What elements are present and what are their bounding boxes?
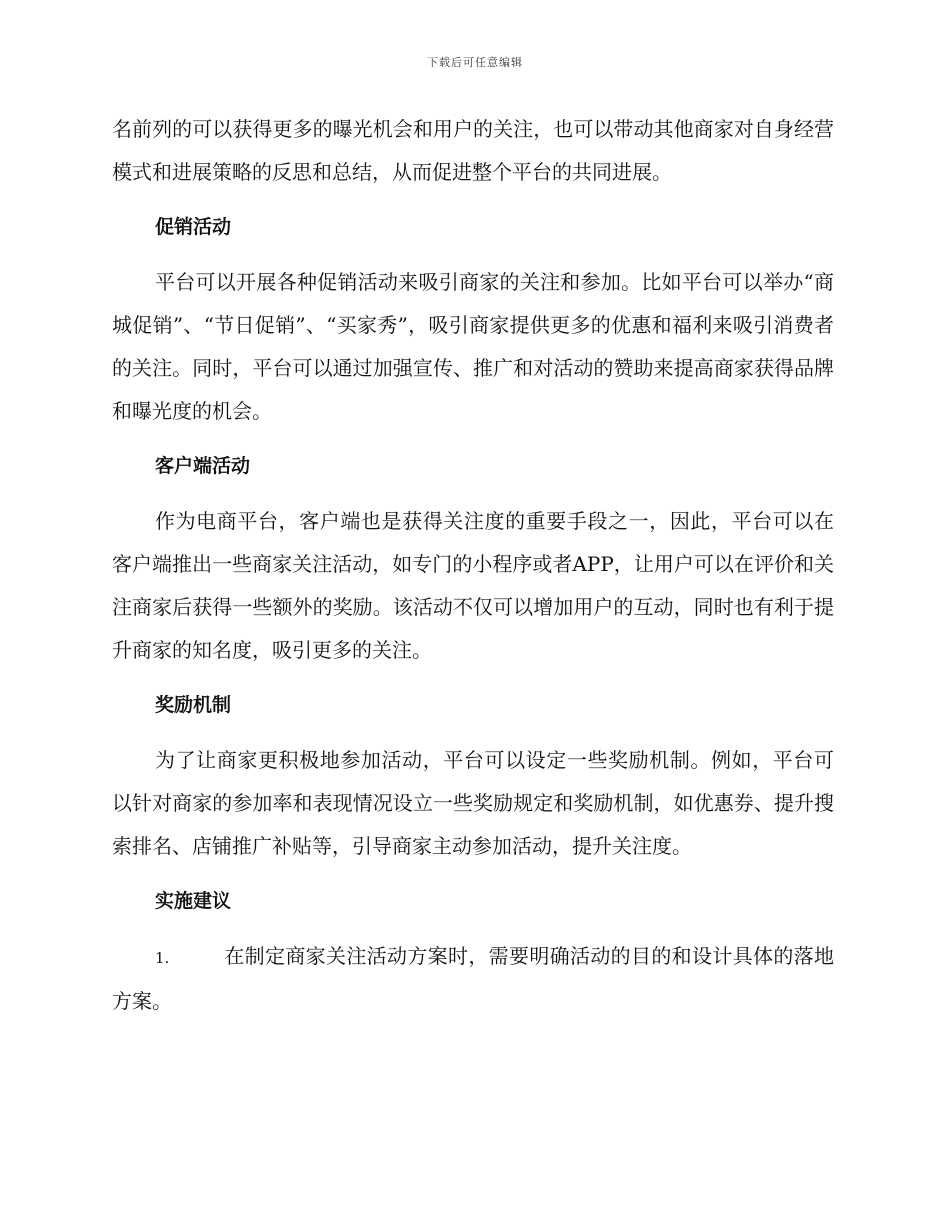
- section-heading-client-activities: 客户端活动: [155, 455, 251, 477]
- section-heading-reward-mechanism: 奖励机制: [155, 694, 232, 716]
- list-item: [112, 935, 834, 1023]
- paragraph-reward-mechanism: 为了让商家更积极地参加活动，平台可以设定一些奖励机制。例如，平台可以针对商家的参加率和表现情况设立一些奖励规定和奖励机制，如优惠券、提升搜索排名、店铺推广补贴等，引导商家主动参加活动，提升关注度。: [112, 748, 834, 858]
- list-item-number: 1.: [155, 949, 170, 967]
- paragraph-client-activities: 作为电商平台，客户端也是获得关注度的重要手段之一，因此，平台可以在客户端推出一些商家关注活动，如专门的小程序或者APP，让用户可以在评价和关注商家后获得一些额外的奖励。该活动不仅可以增加用户的互动，同时也有利于提升商家的知名度，吸引更多的关注。: [112, 509, 834, 662]
- paragraph-promotions: 平台可以开展各种促销活动来吸引商家的关注和参加。比如平台可以举办“商城促销”、“节日促销”、“买家秀”，吸引商家提供更多的优惠和福利来吸引消费者的关注。同时，平台可以通过加强宣传、推广和对活动的赞助来提高商家获得品牌和曝光度的机会。: [112, 270, 834, 423]
- list-item-text: 在制定商家关注活动方案时，需要明确活动的目的和设计具体的落地方案。: [112, 944, 834, 1013]
- page-header: 下载后可任意编辑: [427, 56, 523, 69]
- document-body: [112, 108, 834, 1023]
- paragraph-intro: 名前列的可以获得更多的曝光机会和用户的关注，也可以带动其他商家对自身经营模式和进展策略的反思和总结，从而促进整个平台的共同进展。: [112, 117, 834, 184]
- section-heading-promotions: 促销活动: [155, 216, 232, 238]
- section-heading-implementation: 实施建议: [155, 890, 232, 912]
